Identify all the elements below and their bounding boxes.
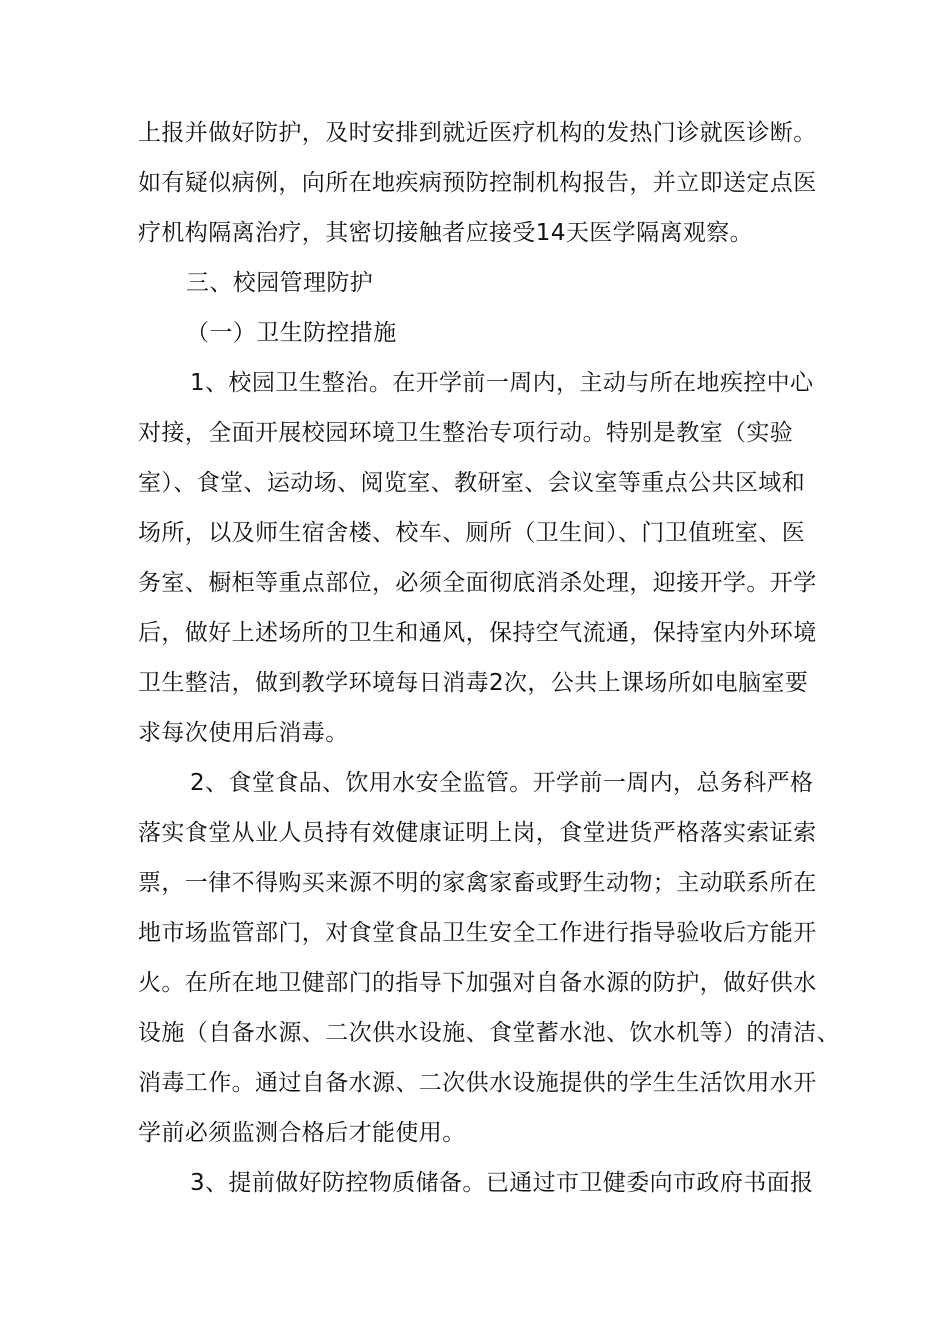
text-line: 室）、食堂、运动场、阅览室、教研室、会议室等重点公共区域和 — [138, 470, 806, 496]
paragraph-start: 3、提前做好防控物质储备。已通过市卫健委向市政府书面报 — [190, 1170, 814, 1196]
text-line: 务室、橱柜等重点部位，必须全面彻底消杀处理，迎接开学。开学 — [138, 570, 817, 596]
text-line: 地市场监管部门，对食堂食品卫生安全工作进行指导验收后方能开 — [138, 920, 817, 946]
text-line: 求每次使用后消毒。 — [138, 720, 349, 746]
paragraph-start: 1、校园卫生整治。在开学前一周内，主动与所在地疾控中心 — [190, 370, 814, 396]
text-line: 场所，以及师生宿舍楼、校车、厕所（卫生间）、门卫值班室、医 — [138, 520, 806, 546]
text-line: 卫生整洁，做到教学环境每日消毒2次，公共上课场所如电脑室要 — [138, 670, 809, 696]
text-line: 疗机构隔离治疗，其密切接触者应接受14天医学隔离观察。 — [138, 220, 754, 246]
text-line: 票，一律不得购买来源不明的家禽家畜或野生动物；主动联系所在 — [138, 870, 817, 896]
text-line: 消毒工作。通过自备水源、二次供水设施提供的学生生活饮用水开 — [138, 1070, 817, 1096]
section-heading: 三、校园管理防护 — [186, 270, 374, 296]
text-line: 对接，全面开展校园环境卫生整治专项行动。特别是教室（实验 — [138, 420, 794, 446]
text-line: 如有疑似病例，向所在地疾病预防控制机构报告，并立即送定点医 — [138, 170, 817, 196]
text-line: 上报并做好防护，及时安排到就近医疗机构的发热门诊就医诊断。 — [138, 120, 817, 146]
text-line: 设施（自备水源、二次供水设施、食堂蓄水池、饮水机等）的清洁、 — [138, 1020, 840, 1046]
text-line: 学前必须监测合格后才能使用。 — [138, 1120, 466, 1146]
text-line: 落实食堂从业人员持有效健康证明上岗，食堂进货严格落实索证索 — [138, 820, 817, 846]
subsection-heading: （一）卫生防控措施 — [186, 320, 397, 346]
paragraph-start: 2、食堂食品、饮用水安全监管。开学前一周内，总务科严格 — [190, 770, 814, 796]
text-line: 后，做好上述场所的卫生和通风，保持空气流通，保持室内外环境 — [138, 620, 817, 646]
text-line: 火。在所在地卫健部门的指导下加强对自备水源的防护，做好供水 — [138, 970, 817, 996]
